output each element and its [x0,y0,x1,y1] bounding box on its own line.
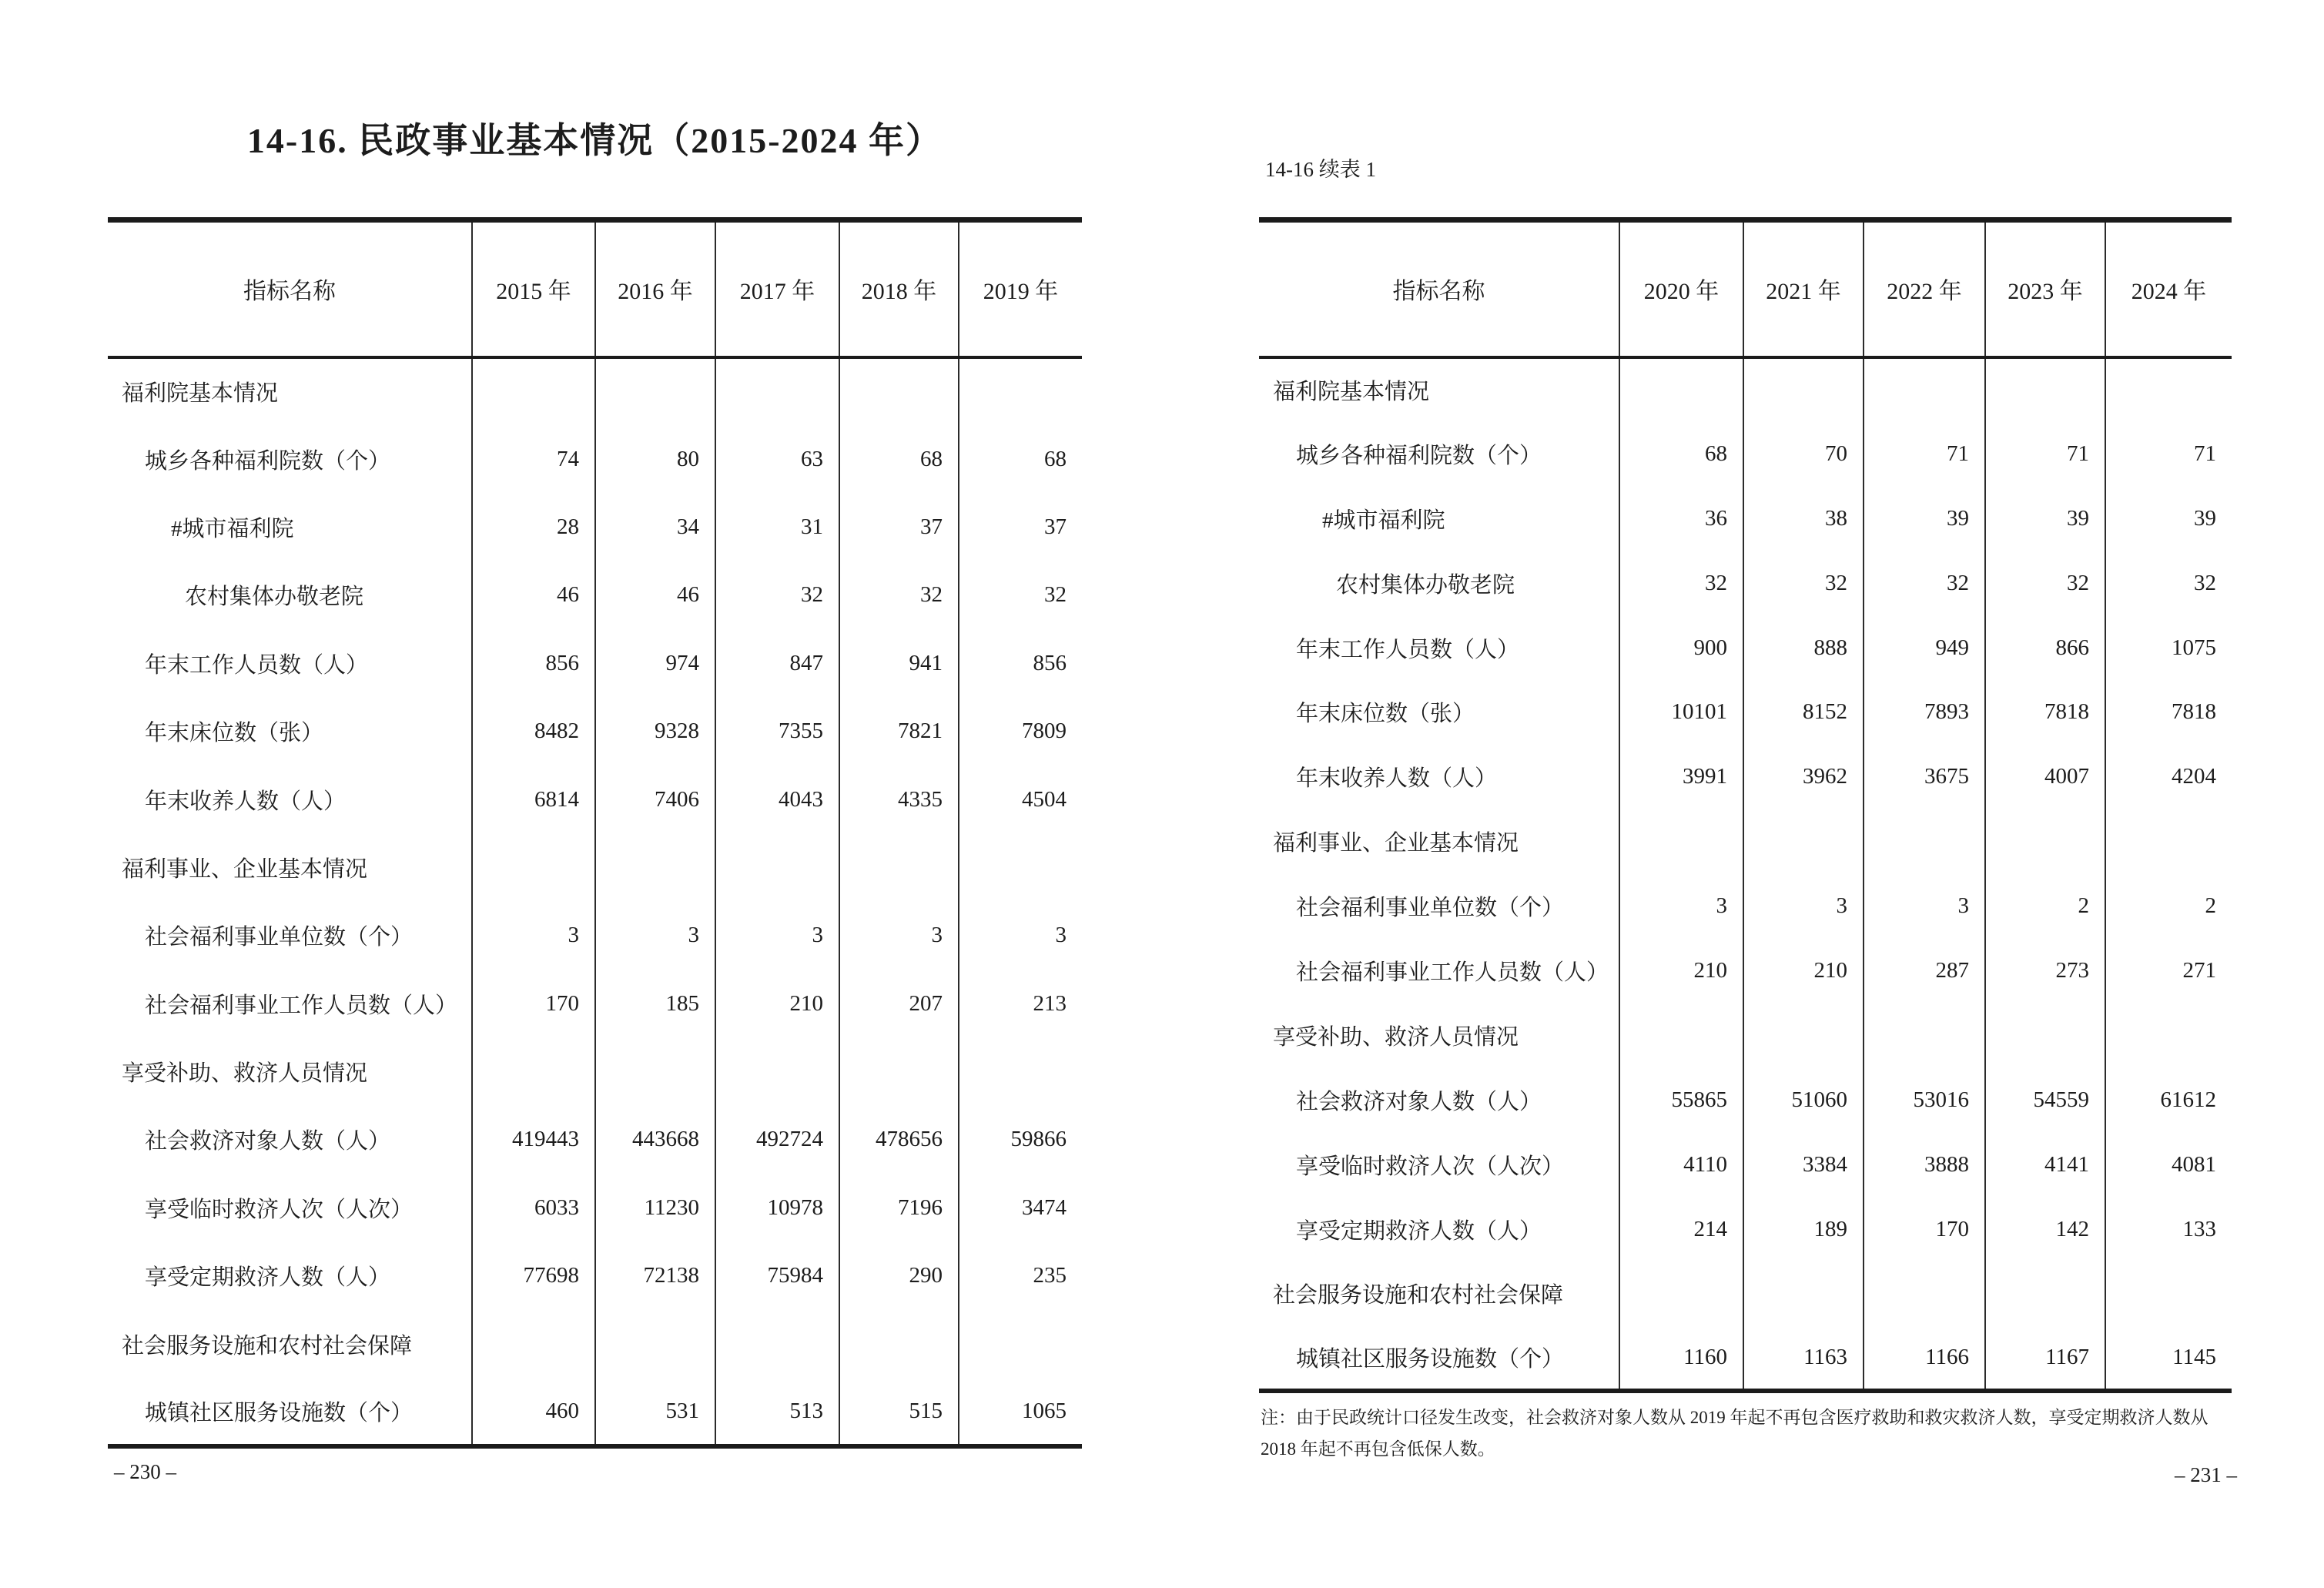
value-cell: 7818 [2105,680,2232,745]
value-cell: 419443 [472,1106,595,1174]
value-cell: 7406 [595,766,715,833]
section-label-cell: 福利事业、企业基本情况 [122,856,368,882]
value-cell: 39 [1864,486,1985,551]
value-cell: 11230 [595,1174,715,1241]
value-cell [839,1037,959,1105]
value-cell: 71 [1864,421,1985,486]
indicator-label-cell: 社会救济对象人数（人） [1296,1089,1542,1114]
statistics-table-2015-2019 [108,217,1082,1449]
value-cell [839,357,959,425]
value-cell [959,1310,1082,1378]
value-cell [839,833,959,901]
indicator-label-cell: 社会福利事业工作人员数（人） [1296,960,1609,985]
value-cell: 513 [715,1378,839,1446]
section-row [1259,1003,2232,1067]
value-cell: 9328 [595,697,715,765]
indicator-row [1259,551,2232,615]
value-cell: 207 [839,970,959,1037]
indicator-row [1259,486,2232,551]
value-cell [1619,809,1743,874]
indicator-row [1259,1326,2232,1391]
year-header-cell: 2015 年 [472,220,595,357]
value-cell [1985,1003,2105,1067]
value-cell: 214 [1619,1197,1743,1261]
value-cell: 856 [959,629,1082,697]
value-cell: 210 [1743,939,1864,1003]
value-cell [472,833,595,901]
value-cell: 10978 [715,1174,839,1241]
value-cell: 3 [472,902,595,970]
value-cell: 63 [715,425,839,493]
section-label-cell: 社会服务设施和农村社会保障 [122,1333,413,1359]
page-number-left: – 230 – [114,1460,176,1483]
value-cell: 32 [2105,551,2232,615]
indicator-row [108,697,1082,765]
value-cell: 54559 [1985,1067,2105,1132]
value-cell: 949 [1864,615,1985,680]
value-cell: 3 [1619,874,1743,939]
indicator-row [1259,874,2232,939]
value-cell [1985,809,2105,874]
indicator-label-cell: 享受定期救济人数（人） [1296,1218,1542,1244]
section-label-cell: 社会服务设施和农村社会保障 [1273,1283,1564,1308]
value-cell: 8152 [1743,680,1864,745]
value-cell: 72138 [595,1242,715,1310]
value-cell: 8482 [472,697,595,765]
value-cell: 210 [715,970,839,1037]
value-cell: 32 [1619,551,1743,615]
value-cell: 7809 [959,697,1082,765]
indicator-label-cell: 年末收养人数（人） [1296,766,1498,792]
value-cell [1743,357,1864,422]
table-body [1259,357,2232,1391]
value-cell: 70 [1743,421,1864,486]
value-cell: 1163 [1743,1326,1864,1391]
value-cell [715,1310,839,1378]
value-cell [1864,1003,1985,1067]
indicator-label-cell: 享受临时救济人次（人次） [1296,1154,1565,1179]
value-cell [2105,1003,2232,1067]
value-cell: 6814 [472,766,595,833]
indicator-row [1259,1197,2232,1261]
value-cell: 32 [1864,551,1985,615]
value-cell: 531 [595,1378,715,1446]
page-title: 14-16. 民政事业基本情况（2015-2024 年） [246,121,943,160]
value-cell: 1160 [1619,1326,1743,1391]
value-cell: 290 [839,1242,959,1310]
value-cell: 974 [595,629,715,697]
value-cell [715,1037,839,1105]
value-cell: 4504 [959,766,1082,833]
value-cell: 31 [715,493,839,561]
value-cell: 7818 [1985,680,2105,745]
value-cell: 3 [839,902,959,970]
value-cell: 37 [959,493,1082,561]
value-cell: 39 [2105,486,2232,551]
value-cell: 3962 [1743,745,1864,809]
indicator-row [1259,1067,2232,1132]
value-cell: 189 [1743,1197,1864,1261]
value-cell: 900 [1619,615,1743,680]
indicator-row [108,1174,1082,1241]
value-cell [959,833,1082,901]
value-cell: 34 [595,493,715,561]
value-cell [1864,1261,1985,1326]
value-cell: 478656 [839,1106,959,1174]
section-label-cell: 享受补助、救济人员情况 [122,1061,368,1087]
value-cell: 3 [1864,874,1985,939]
value-cell: 271 [2105,939,2232,1003]
value-cell: 61612 [2105,1067,2232,1132]
value-cell: 185 [595,970,715,1037]
indicator-label-cell: 年末收养人数（人） [145,789,347,814]
value-cell: 3 [715,902,839,970]
indicator-label-cell: 享受临时救济人次（人次） [145,1197,414,1222]
value-cell: 6033 [472,1174,595,1241]
value-cell [595,1037,715,1105]
value-cell [1864,357,1985,422]
value-cell: 443668 [595,1106,715,1174]
indicator-label-cell: 年末工作人员数（人） [1296,637,1520,662]
value-cell [715,833,839,901]
value-cell: 515 [839,1378,959,1446]
value-cell: 3675 [1864,745,1985,809]
value-cell [1743,1003,1864,1067]
indicator-header-cell: 指标名称 [1259,220,1619,357]
indicator-label-cell: 享受定期救济人数（人） [145,1265,391,1291]
value-cell [472,1037,595,1105]
value-cell: 2 [2105,874,2232,939]
indicator-label-cell: 社会福利事业单位数（个） [1296,896,1565,921]
value-cell: 4335 [839,766,959,833]
value-cell: 4110 [1619,1132,1743,1197]
value-cell [1619,357,1743,422]
value-cell: 492724 [715,1106,839,1174]
value-cell: 1075 [2105,615,2232,680]
indicator-label-cell: 社会救济对象人数（人） [145,1129,391,1154]
value-cell [959,357,1082,425]
value-cell: 7821 [839,697,959,765]
section-label-cell: 福利院基本情况 [1273,379,1430,404]
value-cell: 7355 [715,697,839,765]
value-cell: 51060 [1743,1067,1864,1132]
value-cell [595,357,715,425]
value-cell: 888 [1743,615,1864,680]
value-cell: 46 [595,561,715,629]
table-body [108,357,1082,1446]
indicator-row [108,1378,1082,1446]
indicator-row [108,902,1082,970]
section-row [1259,1261,2232,1326]
indicator-label-cell: 年末床位数（张） [145,721,324,746]
year-header-cell: 2019 年 [959,220,1082,357]
value-cell: 32 [1743,551,1864,615]
value-cell: 55865 [1619,1067,1743,1132]
value-cell: 235 [959,1242,1082,1310]
year-header-cell: 2023 年 [1985,220,2105,357]
continuation-table-label: 14-16 续表 1 [1265,158,1376,181]
value-cell: 941 [839,629,959,697]
value-cell: 273 [1985,939,2105,1003]
value-cell: 3 [595,902,715,970]
year-header-cell: 2017 年 [715,220,839,357]
value-cell [2105,357,2232,422]
year-header-cell: 2021 年 [1743,220,1864,357]
value-cell: 77698 [472,1242,595,1310]
value-cell [715,357,839,425]
year-header-cell: 2024 年 [2105,220,2232,357]
value-cell [1743,1261,1864,1326]
value-cell: 460 [472,1378,595,1446]
statistics-table-2020-2024 [1259,217,2232,1393]
indicator-row [108,1242,1082,1310]
indicator-label-cell: 城乡各种福利院数（个） [1296,443,1542,468]
value-cell: 7196 [839,1174,959,1241]
indicator-row [108,629,1082,697]
value-cell: 847 [715,629,839,697]
indicator-row [108,561,1082,629]
value-cell: 3384 [1743,1132,1864,1197]
indicator-row [1259,615,2232,680]
value-cell: 210 [1619,939,1743,1003]
value-cell: 4043 [715,766,839,833]
indicator-row [108,766,1082,833]
value-cell [1743,809,1864,874]
section-row [1259,809,2232,874]
value-cell: 3888 [1864,1132,1985,1197]
value-cell: 3474 [959,1174,1082,1241]
section-row [108,1310,1082,1378]
value-cell: 68 [1619,421,1743,486]
footnote-line: 注：由于民政统计口径发生改变，社会救济对象人数从 2019 年起不再包含医疗救助和救灾救济人数，享受定期救济人数从 [1261,1408,2208,1427]
value-cell: 59866 [959,1106,1082,1174]
indicator-row [1259,745,2232,809]
value-cell: 4204 [2105,745,2232,809]
section-label-cell: 享受补助、救济人员情况 [1273,1024,1519,1050]
value-cell: 3991 [1619,745,1743,809]
value-cell [1619,1261,1743,1326]
value-cell: 3 [959,902,1082,970]
footnote-line: 2018 年起不再包含低保人数。 [1261,1439,1495,1459]
table-header-row [1259,220,2232,357]
value-cell: 74 [472,425,595,493]
value-cell: 3 [1743,874,1864,939]
value-cell: 7893 [1864,680,1985,745]
indicator-label-cell: 社会福利事业单位数（个） [145,925,414,950]
indicator-label-cell: 农村集体办敬老院 [1336,572,1515,598]
value-cell: 80 [595,425,715,493]
value-cell [1985,357,2105,422]
value-cell: 71 [2105,421,2232,486]
indicator-label-cell: 社会福利事业工作人员数（人） [145,993,458,1018]
indicator-label-cell: 城镇社区服务设施数（个） [1296,1346,1565,1372]
indicator-label-cell: #城市福利院 [171,516,294,541]
value-cell: 170 [1864,1197,1985,1261]
table-header-row [108,220,1082,357]
section-row [108,357,1082,425]
value-cell: 142 [1985,1197,2105,1261]
value-cell: 287 [1864,939,1985,1003]
value-cell: 39 [1985,486,2105,551]
value-cell [1864,809,1985,874]
year-header-cell: 2016 年 [595,220,715,357]
section-label-cell: 福利事业、企业基本情况 [1273,831,1519,856]
indicator-header-cell: 指标名称 [108,220,472,357]
indicator-row [1259,421,2232,486]
value-cell [472,1310,595,1378]
value-cell: 4007 [1985,745,2105,809]
indicator-row [108,970,1082,1037]
value-cell [1985,1261,2105,1326]
value-cell: 4141 [1985,1132,2105,1197]
indicator-row [108,425,1082,493]
value-cell: 32 [1985,551,2105,615]
value-cell [839,1310,959,1378]
value-cell: 170 [472,970,595,1037]
value-cell: 2 [1985,874,2105,939]
value-cell: 1166 [1864,1326,1985,1391]
value-cell: 856 [472,629,595,697]
year-header-cell: 2020 年 [1619,220,1743,357]
year-header-cell: 2018 年 [839,220,959,357]
value-cell: 32 [715,561,839,629]
indicator-label-cell: 城乡各种福利院数（个） [145,448,391,474]
value-cell: 133 [2105,1197,2232,1261]
indicator-row [1259,680,2232,745]
value-cell: 866 [1985,615,2105,680]
indicator-label-cell: 城镇社区服务设施数（个） [145,1400,414,1426]
indicator-label-cell: 年末床位数（张） [1296,702,1475,727]
value-cell: 53016 [1864,1067,1985,1132]
value-cell: 38 [1743,486,1864,551]
value-cell: 71 [1985,421,2105,486]
value-cell [2105,1261,2232,1326]
value-cell [595,1310,715,1378]
section-row [1259,357,2232,422]
value-cell: 68 [959,425,1082,493]
value-cell: 1065 [959,1378,1082,1446]
indicator-row [1259,939,2232,1003]
value-cell [595,833,715,901]
table-footnote [1261,1402,2285,1465]
value-cell: 1145 [2105,1326,2232,1391]
value-cell: 75984 [715,1242,839,1310]
value-cell: 4081 [2105,1132,2232,1197]
value-cell: 46 [472,561,595,629]
value-cell: 37 [839,493,959,561]
value-cell [2105,809,2232,874]
indicator-label-cell: 农村集体办敬老院 [185,585,364,610]
page-number-right: – 231 – [2175,1463,2237,1486]
section-row [108,1037,1082,1105]
value-cell: 36 [1619,486,1743,551]
value-cell [959,1037,1082,1105]
value-cell: 32 [839,561,959,629]
value-cell: 68 [839,425,959,493]
indicator-row [108,493,1082,561]
value-cell: 1167 [1985,1326,2105,1391]
indicator-row [1259,1132,2232,1197]
indicator-label-cell: #城市福利院 [1322,508,1445,533]
section-label-cell: 福利院基本情况 [122,381,279,407]
value-cell: 10101 [1619,680,1743,745]
value-cell: 32 [959,561,1082,629]
value-cell [1619,1003,1743,1067]
indicator-label-cell: 年末工作人员数（人） [145,652,369,678]
value-cell [472,357,595,425]
section-row [108,833,1082,901]
year-header-cell: 2022 年 [1864,220,1985,357]
value-cell: 28 [472,493,595,561]
value-cell: 213 [959,970,1082,1037]
indicator-row [108,1106,1082,1174]
